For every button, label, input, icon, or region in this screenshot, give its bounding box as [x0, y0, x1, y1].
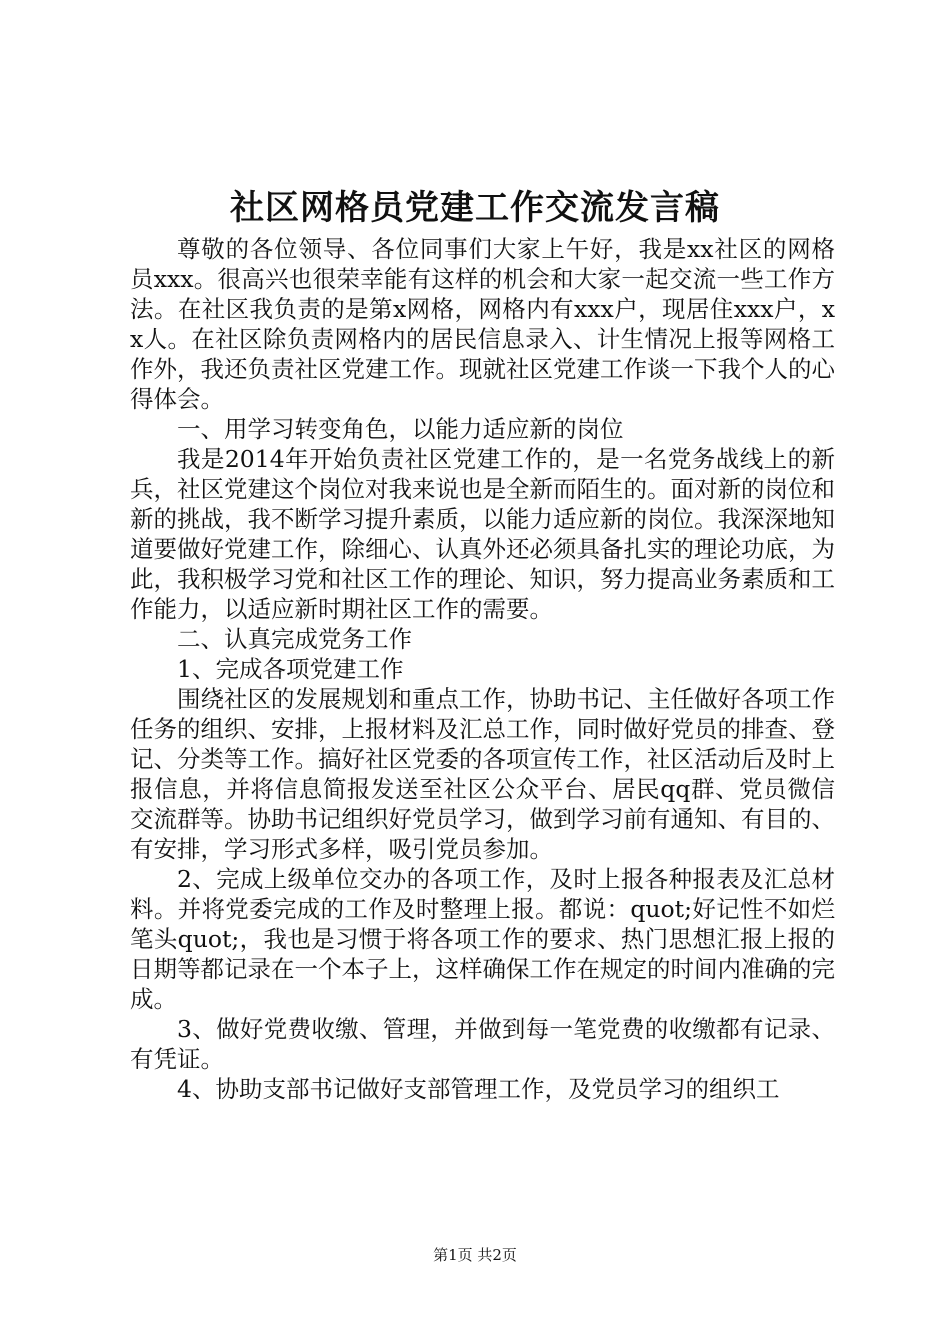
page-footer: 第1页 共2页 [433, 1246, 517, 1264]
paragraph-item-2: 2、完成上级单位交办的各项工作，及时上报各种报表及汇总材料。并将党委完成的工作及时整理上报。都说：quot;好记性不如烂笔头quot;，我也是习惯于将各项工作的要求、热门思想汇报上报的日期等都记录在一个本子上，这样确保工作在规定的时间内准确的完成。 [130, 865, 835, 1013]
paragraph-item-3: 3、做好党费收缴、管理，并做到每一笔党费的收缴都有记录、有凭证。 [130, 1015, 835, 1073]
heading-section-1: 一、用学习转变角色，以能力适应新的岗位 [177, 415, 624, 443]
document-title: 社区网格员党建工作交流发言稿 [230, 188, 720, 228]
heading-section-2: 二、认真完成党务工作 [177, 625, 412, 653]
subheading-item-1: 1、完成各项党建工作 [177, 655, 404, 683]
paragraph-item-4: 4、协助支部书记做好支部管理工作，及党员学习的组织工 [177, 1075, 780, 1103]
paragraph-intro: 尊敬的各位领导、各位同事们大家上午好，我是xx社区的网格员xxx。很高兴也很荣幸能有这样的机会和大家一起交流一些工作方法。在社区我负责的是第x网格，网格内有xxx户，现居住xxx户，xx人。在社区除负责网格内的居民信息录入、计生情况上报等网格工作外，我还负责社区党建工作。现就社区党建工作谈一下我个人的心得体会。 [130, 235, 835, 413]
document-body [130, 234, 835, 1104]
paragraph-section-1: 我是2014年开始负责社区党建工作的，是一名党务战线上的新兵，社区党建这个岗位对我来说也是全新而陌生的。面对新的岗位和新的挑战，我不断学习提升素质，以能力适应新的岗位。我深深地知道要做好党建工作，除细心、认真外还必须具备扎实的理论功底，为此，我积极学习党和社区工作的理论、知识，努力提高业务素质和工作能力，以适应新时期社区工作的需要。 [130, 445, 835, 623]
paragraph-item-1: 围绕社区的发展规划和重点工作，协助书记、主任做好各项工作任务的组织、安排，上报材料及汇总工作，同时做好党员的排查、登记、分类等工作。搞好社区党委的各项宣传工作，社区活动后及时上报信息，并将信息简报发送至社区公众平台、居民qq群、党员微信交流群等。协助书记组织好党员学习，做到学习前有通知、有目的、有安排，学习形式多样，吸引党员参加。 [130, 685, 835, 863]
